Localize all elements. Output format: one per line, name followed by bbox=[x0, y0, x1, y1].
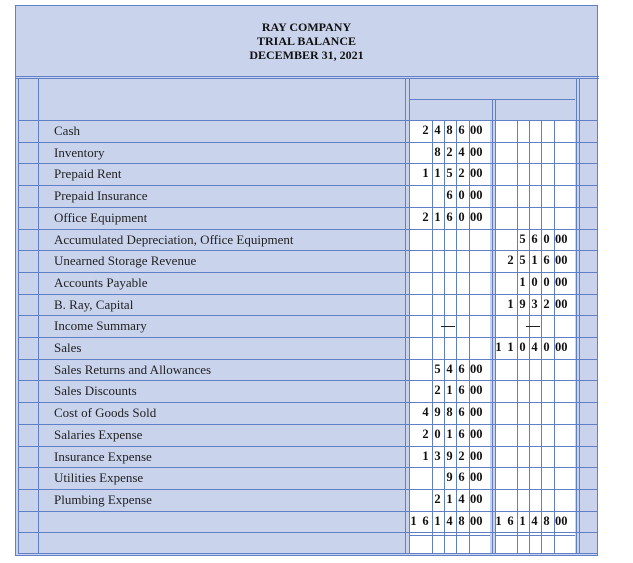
debit-amount-digit: 4 bbox=[422, 405, 429, 420]
debit-amount-digit: 9 bbox=[434, 405, 441, 420]
total-double-rule bbox=[410, 535, 490, 536]
account-title: Accounts Payable bbox=[54, 274, 148, 290]
debit-amount-cents: 00 bbox=[470, 188, 483, 203]
debit-amount-digit: 1 bbox=[446, 426, 453, 441]
credit-amount-digit: 1 bbox=[519, 274, 526, 289]
debit-amount-digit: 2 bbox=[458, 166, 465, 181]
debit-right-rule bbox=[492, 99, 493, 554]
account-title: Utilities Expense bbox=[54, 470, 144, 486]
account-title: B. Ray, Capital bbox=[54, 296, 134, 312]
account-title: Cash bbox=[54, 123, 80, 138]
debit-amount-digit: 6 bbox=[458, 123, 465, 137]
credit-amount-digit: 6 bbox=[531, 231, 538, 246]
credit-amount-cents: 00 bbox=[555, 274, 568, 289]
debit-amount-digit: 8 bbox=[446, 123, 453, 137]
credit-right-rule bbox=[576, 78, 577, 554]
debit-amount-cents: 00 bbox=[470, 491, 483, 506]
header-divider bbox=[16, 76, 599, 77]
company-name: RAY COMPANY bbox=[261, 20, 352, 34]
credit-amount-cents: 00 bbox=[555, 253, 568, 268]
debit-amount-digit: 1 bbox=[446, 491, 453, 506]
row-line bbox=[18, 380, 598, 381]
row-line bbox=[18, 446, 598, 447]
debit-amount-cents: 00 bbox=[470, 209, 483, 224]
row-line bbox=[18, 163, 598, 164]
account-title: Insurance Expense bbox=[54, 448, 152, 464]
debit-amount-cents: 00 bbox=[470, 144, 483, 159]
debit-total-digit: 4 bbox=[446, 513, 453, 528]
debit-amount-digit: 2 bbox=[434, 383, 441, 398]
debit-amount-digit: 6 bbox=[446, 209, 453, 224]
account-title: Sales Discounts bbox=[54, 383, 137, 399]
row-line bbox=[18, 359, 598, 360]
credit-amount-cents: 00 bbox=[555, 296, 568, 311]
account-title: Cost of Goods Sold bbox=[54, 405, 157, 421]
row-line bbox=[18, 424, 598, 425]
total-double-rule bbox=[495, 535, 575, 536]
debit-left-rule bbox=[409, 78, 410, 554]
row-line bbox=[18, 532, 598, 533]
credit-amount-digit: 1 bbox=[507, 340, 514, 354]
debit-amount-digit: 6 bbox=[458, 470, 465, 485]
debit-amount-digit: 1 bbox=[434, 166, 441, 181]
debit-amount-digit: 6 bbox=[458, 383, 465, 398]
debit-amount-digit: 4 bbox=[458, 144, 465, 159]
debit-amount-cents: 00 bbox=[470, 361, 483, 376]
debit-amount-cents: 00 bbox=[470, 470, 483, 485]
account-title: Sales bbox=[54, 340, 82, 355]
row-line bbox=[18, 467, 598, 468]
debit-amount-cents: 00 bbox=[470, 383, 483, 398]
left-rule bbox=[18, 78, 19, 554]
credit-amount-digit: 0 bbox=[519, 340, 526, 354]
debit-amount-digit: 1 bbox=[434, 209, 441, 224]
debit-amount-digit: 9 bbox=[446, 448, 453, 463]
debit-total-digit: 1 bbox=[410, 513, 417, 528]
credit-total-digit: 6 bbox=[507, 513, 514, 528]
credit-amount-digit: 2 bbox=[507, 253, 514, 268]
debit-total-cents: 00 bbox=[470, 513, 483, 528]
credit-total-digit: 1 bbox=[519, 513, 526, 528]
debit-amount-dash bbox=[441, 326, 455, 327]
account-title: Unearned Storage Revenue bbox=[54, 253, 197, 269]
debit-amount-digit: 5 bbox=[434, 361, 441, 376]
debit-amount-digit: 6 bbox=[458, 426, 465, 441]
row-line bbox=[18, 120, 598, 121]
debit-amount-digit: 4 bbox=[458, 491, 465, 506]
debit-amount-digit: 3 bbox=[434, 448, 441, 463]
account-title: Accumulated Depreciation, Office Equipment bbox=[54, 231, 294, 247]
row-line bbox=[18, 185, 598, 186]
credit-amount-digit: 3 bbox=[531, 296, 538, 311]
header-divider-2 bbox=[16, 78, 599, 79]
account-title: Salaries Expense bbox=[54, 426, 143, 442]
row-line bbox=[18, 315, 598, 316]
debit-amount-cents: 00 bbox=[470, 123, 483, 137]
credit-total-cents: 00 bbox=[555, 513, 568, 528]
credit-amount-digit: 5 bbox=[519, 253, 526, 268]
report-header bbox=[16, 6, 597, 76]
row-line bbox=[18, 229, 598, 230]
account-title: Income Summary bbox=[54, 318, 147, 334]
credit-amount-digit: 0 bbox=[543, 231, 550, 246]
debit-amount-cents: 00 bbox=[470, 166, 483, 181]
row-line bbox=[18, 142, 598, 143]
debit-amount-digit: 8 bbox=[446, 405, 453, 420]
credit-amount-digit: 0 bbox=[543, 274, 550, 289]
debit-amount-cents: 00 bbox=[470, 405, 483, 420]
right-inner-rule bbox=[579, 78, 580, 554]
row-line bbox=[18, 272, 598, 273]
debit-amount-digit: 2 bbox=[458, 448, 465, 463]
debit-total-digit: 1 bbox=[434, 513, 441, 528]
credit-left-rule bbox=[495, 99, 496, 554]
credit-total-digit: 8 bbox=[543, 513, 550, 528]
debit-amount-digit: 6 bbox=[458, 361, 465, 376]
credit-amount-digit: 9 bbox=[519, 296, 526, 311]
credit-total-digit: 4 bbox=[531, 513, 538, 528]
account-title: Prepaid Rent bbox=[54, 166, 122, 182]
credit-amount-digit: 2 bbox=[543, 296, 550, 311]
row-line bbox=[18, 489, 598, 490]
account-title: Prepaid Insurance bbox=[54, 188, 148, 204]
debit-amount-digit: 5 bbox=[446, 166, 453, 181]
credit-amount-digit: 1 bbox=[495, 340, 502, 354]
debit-amount-digit: 2 bbox=[422, 123, 429, 137]
row-line bbox=[18, 207, 598, 208]
debit-amount-digit: 1 bbox=[422, 166, 429, 181]
credit-amount-digit: 0 bbox=[531, 274, 538, 289]
account-title: Office Equipment bbox=[54, 209, 148, 225]
debit-amount-digit: 0 bbox=[434, 426, 441, 441]
debit-total-digit: 6 bbox=[422, 513, 429, 528]
debit-total-digit: 8 bbox=[458, 513, 465, 528]
trial-balance-sheet bbox=[15, 5, 598, 556]
debit-amount-digit: 0 bbox=[458, 188, 465, 203]
credit-amount-digit: 6 bbox=[543, 253, 550, 268]
account-title: Inventory bbox=[54, 144, 105, 160]
credit-amount-digit: 0 bbox=[543, 340, 550, 354]
title-column-rule bbox=[405, 78, 406, 554]
credit-amount-digit: 1 bbox=[531, 253, 538, 268]
debit-amount-digit: 9 bbox=[446, 470, 453, 485]
account-title: Plumbing Expense bbox=[54, 491, 152, 507]
debit-amount-digit: 2 bbox=[446, 144, 453, 159]
report-title: TRIAL BALANCE bbox=[256, 34, 357, 48]
credit-amount-dash bbox=[526, 326, 540, 327]
debit-amount-cents: 00 bbox=[470, 448, 483, 463]
debit-amount-cents: 00 bbox=[470, 426, 483, 441]
debit-amount-digit: 6 bbox=[458, 405, 465, 420]
debit-amount-digit: 0 bbox=[458, 209, 465, 224]
debit-amount-digit: 4 bbox=[446, 361, 453, 376]
credit-total-digit: 1 bbox=[495, 513, 502, 528]
credit-amount-cents: 00 bbox=[555, 340, 568, 354]
credit-amount-cents: 00 bbox=[555, 231, 568, 246]
credit-amount-digit: 4 bbox=[531, 340, 538, 354]
report-date: DECEMBER 31, 2021 bbox=[249, 48, 364, 62]
debit-amount-digit: 6 bbox=[446, 188, 453, 203]
margin-rule bbox=[38, 78, 39, 554]
credit-amount-digit: 5 bbox=[519, 231, 526, 246]
debit-amount-digit: 1 bbox=[422, 448, 429, 463]
debit-amount-digit: 2 bbox=[422, 426, 429, 441]
debit-amount-digit: 8 bbox=[434, 144, 441, 159]
debit-amount-digit: 2 bbox=[434, 491, 441, 506]
bottom-line bbox=[18, 553, 598, 554]
row-line bbox=[18, 402, 598, 403]
credit-amount-digit: 1 bbox=[507, 296, 514, 311]
debit-amount-digit: 4 bbox=[434, 123, 441, 137]
debit-amount-digit: 1 bbox=[446, 383, 453, 398]
debit-amount-digit: 2 bbox=[422, 209, 429, 224]
account-title: Sales Returns and Allowances bbox=[54, 361, 212, 377]
